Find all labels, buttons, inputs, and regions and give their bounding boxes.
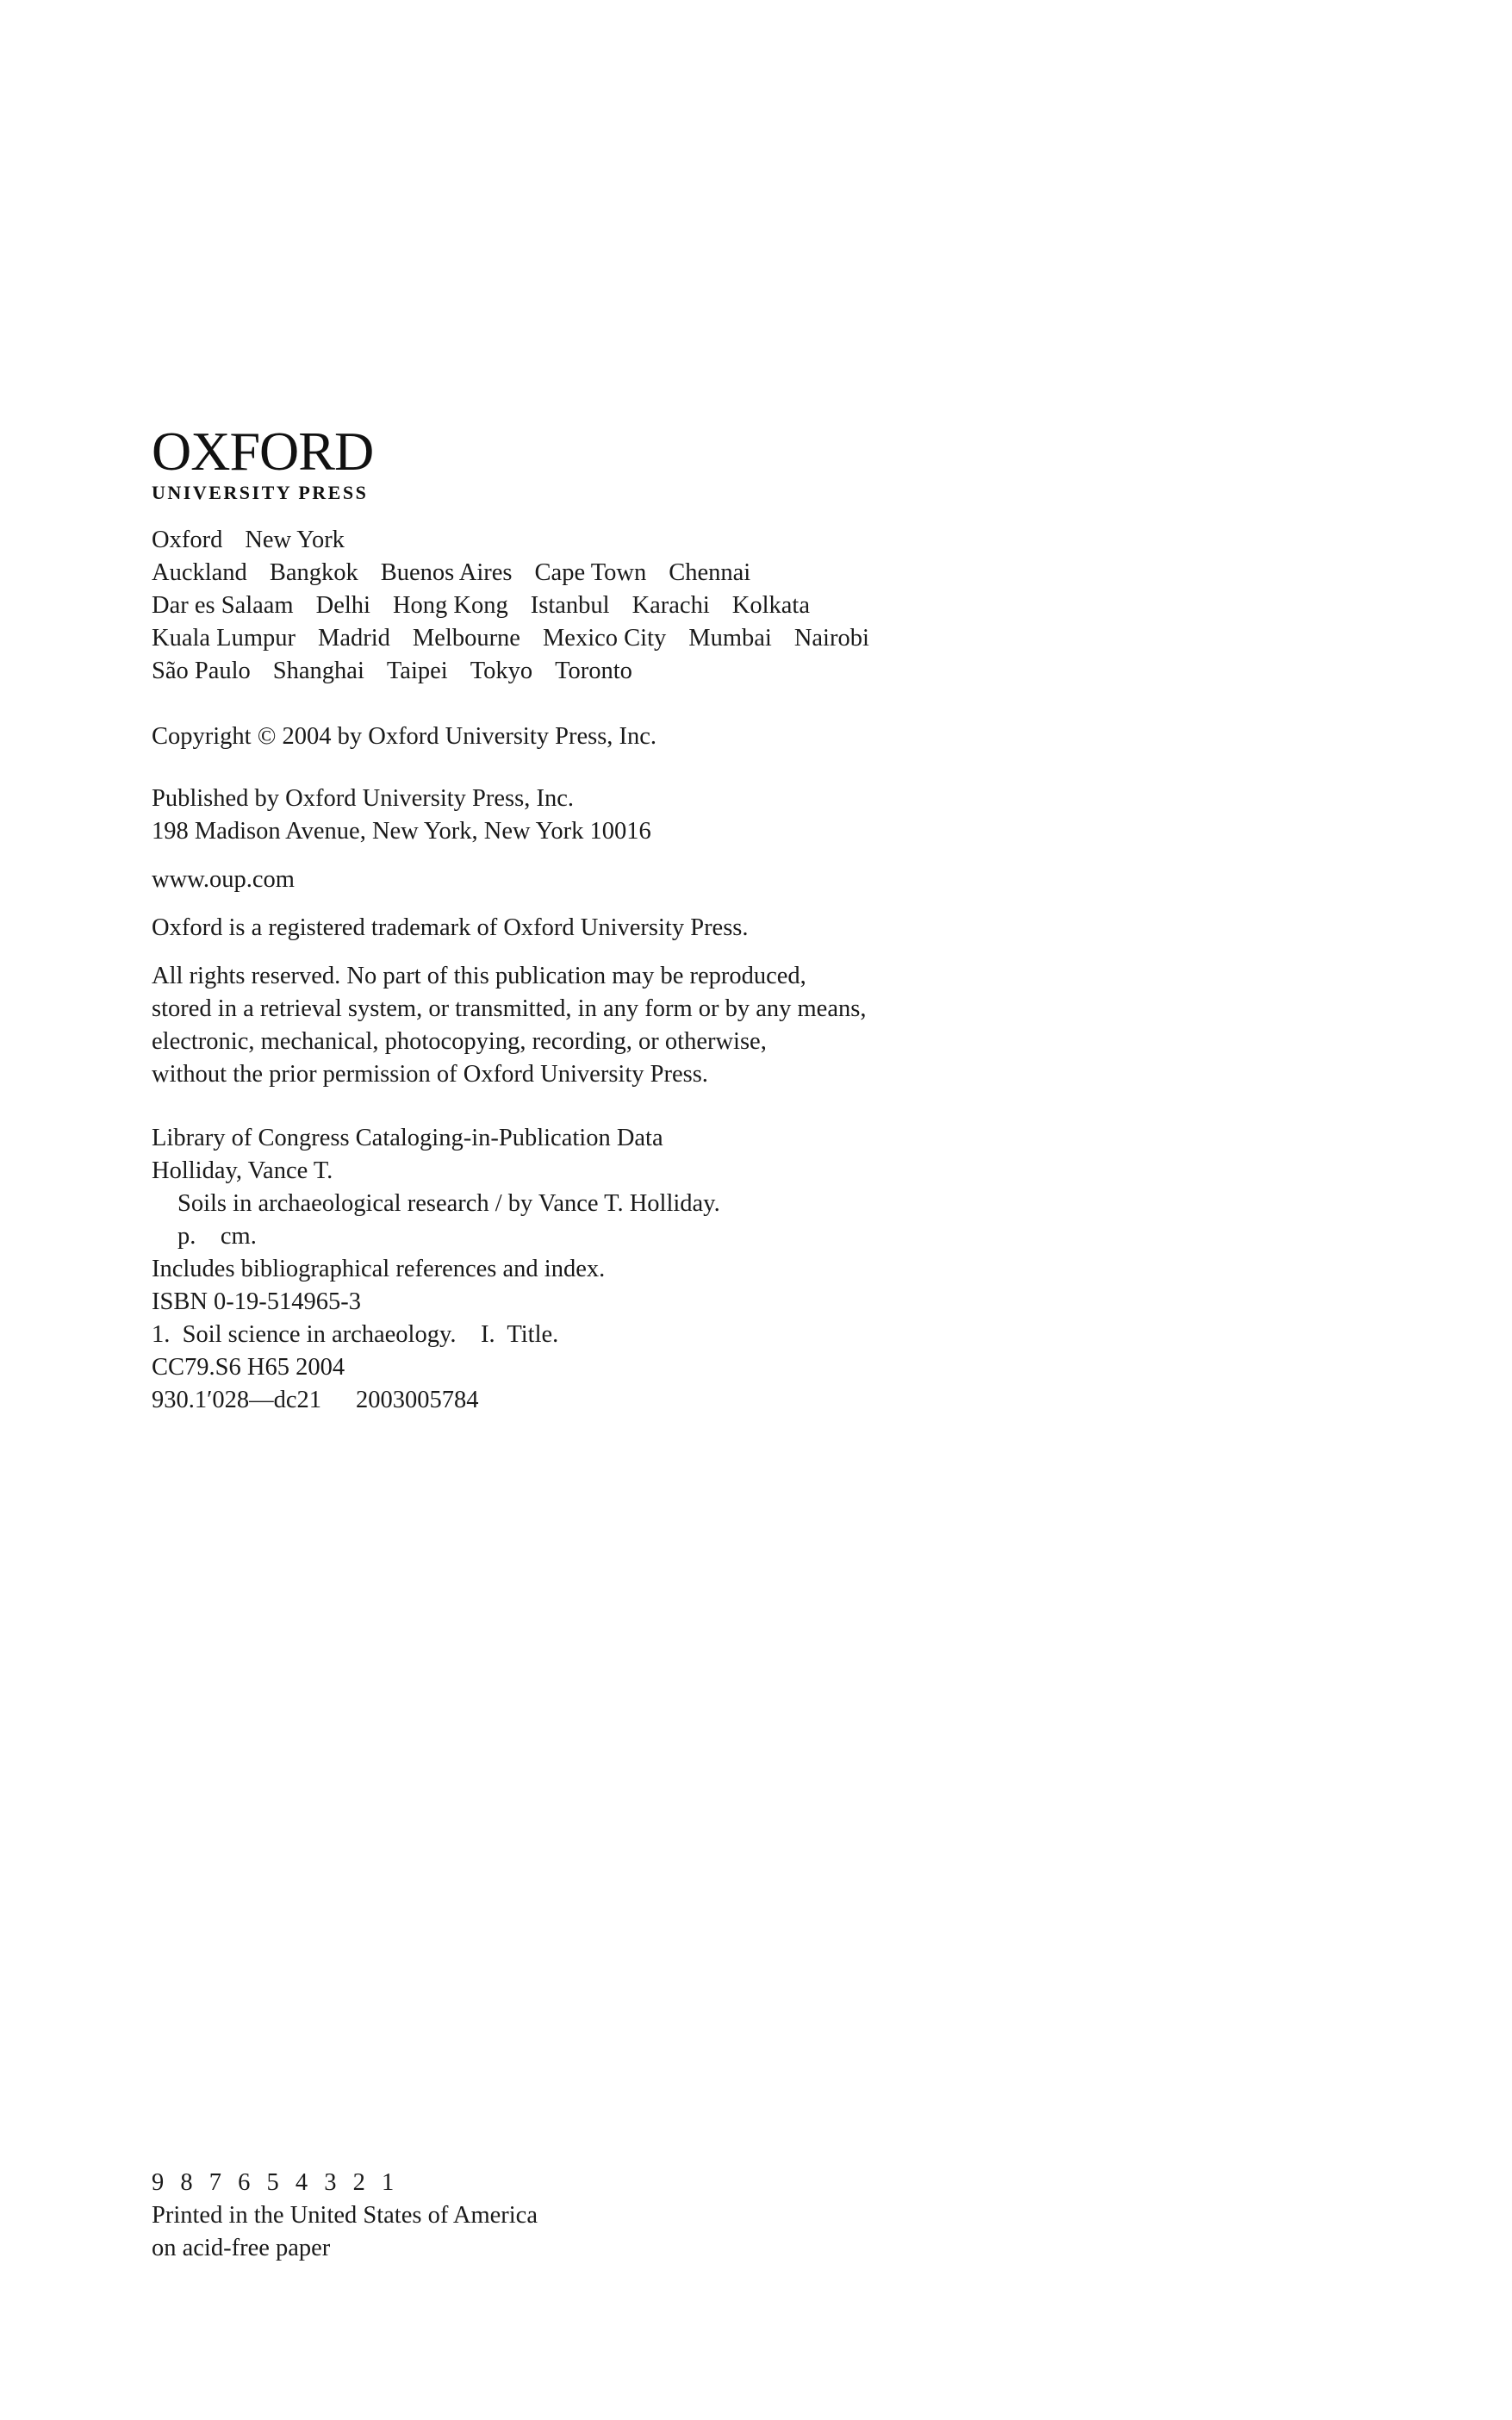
location: Dar es Salaam	[152, 592, 294, 619]
location: Delhi	[315, 592, 370, 619]
publisher-line-1: Published by Oxford University Press, Inc.	[152, 785, 574, 812]
location: Nairobi	[793, 625, 869, 652]
location: Chennai	[669, 559, 751, 586]
trademark-notice: Oxford is a registered trademark of Oxford University Press.	[152, 914, 749, 941]
logo-wordmark: OXFORD	[152, 421, 374, 482]
locations-row-1	[152, 524, 892, 557]
location: Oxford	[152, 527, 223, 553]
location: Cape Town	[534, 559, 647, 586]
location: Mumbai	[688, 625, 772, 652]
rights-line-4: without the prior permission of Oxford University Press.	[152, 1061, 708, 1088]
printed-in: Printed in the United States of America	[152, 2202, 538, 2229]
location: New York	[245, 527, 345, 553]
rights-notice	[152, 960, 866, 1091]
location: Buenos Aires	[380, 559, 513, 586]
publisher-locations	[152, 524, 914, 688]
locations-row-2	[152, 557, 892, 589]
rights-line-1: All rights reserved. No part of this publication may be reproduced,	[152, 963, 806, 989]
printing-info	[152, 2167, 538, 2265]
printing-numbers: 9 8 7 6 5 4 3 2 1	[152, 2169, 400, 2196]
location: Kuala Lumpur	[152, 625, 296, 652]
cip-subject: 1. Soil science in archaeology. I. Title.	[152, 1321, 559, 1348]
cip-call-number: CC79.S6 H65 2004	[152, 1354, 345, 1381]
website: www.oup.com	[152, 866, 295, 893]
publisher-line-2: 198 Madison Avenue, New York, New York 10016	[152, 818, 651, 845]
location: Toronto	[555, 658, 632, 684]
location: Mexico City	[542, 625, 667, 652]
locations-row-4	[152, 622, 892, 655]
location: Taipei	[386, 658, 448, 684]
rights-line-3: electronic, mechanical, photocopying, recording, or otherwise,	[152, 1028, 767, 1055]
paper-note: on acid-free paper	[152, 2235, 331, 2261]
cip-data	[152, 1122, 720, 1417]
locations-row-5	[152, 655, 892, 688]
copyright-notice: Copyright © 2004 by Oxford University Press, Inc.	[152, 723, 657, 750]
locations-row-3	[152, 589, 892, 622]
publisher-address	[152, 783, 651, 848]
cip-includes: Includes bibliographical references and index.	[152, 1256, 606, 1282]
cip-title: Soils in archaeological research / by Vance T. Holliday.	[177, 1190, 720, 1217]
cip-lccn: 2003005784	[356, 1387, 479, 1413]
location: Karachi	[632, 592, 710, 619]
location: São Paulo	[152, 658, 251, 684]
cip-classification	[152, 1384, 720, 1417]
logo-subtitle: UNIVERSITY PRESS	[152, 482, 369, 503]
oxford-logo	[152, 421, 374, 503]
location: Madrid	[318, 625, 390, 652]
location: Auckland	[152, 559, 247, 586]
location: Istanbul	[530, 592, 610, 619]
cip-heading: Library of Congress Cataloging-in-Publication Data	[152, 1125, 663, 1151]
cip-pages: p. cm.	[177, 1223, 257, 1250]
rights-line-2: stored in a retrieval system, or transmitted, in any form or by any means,	[152, 995, 867, 1022]
location: Bangkok	[269, 559, 358, 586]
cip-isbn: ISBN 0-19-514965-3	[152, 1288, 362, 1315]
cip-dewey: 930.1′028—dc21	[152, 1387, 322, 1413]
location: Hong Kong	[392, 592, 508, 619]
location: Kolkata	[731, 592, 810, 619]
location: Melbourne	[412, 625, 520, 652]
location: Shanghai	[272, 658, 364, 684]
location: Tokyo	[470, 658, 533, 684]
cip-author: Holliday, Vance T.	[152, 1157, 333, 1184]
